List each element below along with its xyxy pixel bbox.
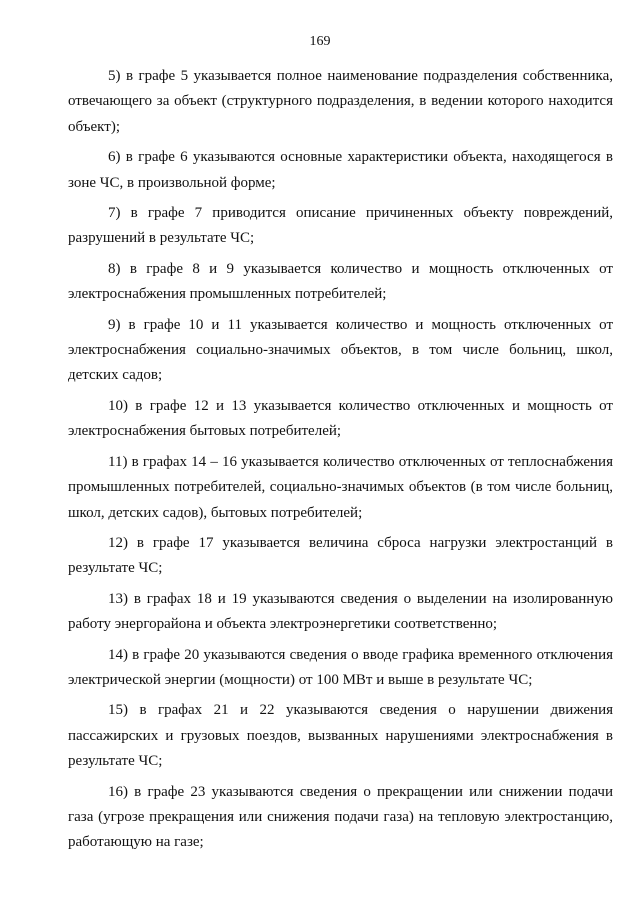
paragraph-item-15: 15) в графах 21 и 22 указываются сведения о нарушении движения пассажирских и грузовых поездов, вызванных нарушениями электроснабжения в результате ЧС; [68,702,613,770]
paragraph-item-11: 11) в графах 14 – 16 указывается количество отключенных от теплоснабжения промышленных потребителей, социально-значимых объектов (в том числе больниц, школ, детских садов), бытовых потребителей; [68,453,613,521]
paragraph-item-12: 12) в графе 17 указывается величина сброса нагрузки электростанций в результате ЧС; [68,534,613,577]
paragraph-item-9: 9) в графе 10 и 11 указывается количество и мощность отключенных от электроснабжения социально-значимых объектов, в том числе больниц, школ, детских садов; [68,316,613,384]
paragraph-item-10: 10) в графе 12 и 13 указывается количество отключенных и мощность от электроснабжения бытовых потребителей; [68,397,613,440]
paragraph-item-5: 5) в графе 5 указывается полное наименование подразделения собственника, отвечающего за объект (структурного подразделения, в ведении которого находится объект); [68,68,613,135]
paragraph-item-6: 6) в графе 6 указываются основные характеристики объекта, находящегося в зоне ЧС, в произвольной форме; [68,149,613,191]
paragraph-item-14: 14) в графе 20 указываются сведения о вводе графика временного отключения электрической энергии (мощности) от 100 МВт и выше в результате ЧС; [68,646,613,688]
paragraph-item-13: 13) в графах 18 и 19 указываются сведения о выделении на изолированную работу энергорайона и объекта электроэнергетики соответственно; [68,590,613,633]
paragraph-item-16: 16) в графе 23 указываются сведения о прекращении или снижении подачи газа (угрозе прекращения или снижения подачи газа) на тепловую электростанцию, работающую на газе; [68,783,613,851]
page-number: 169 [309,34,331,49]
document-body [68,64,613,861]
paragraph-item-7: 7) в графе 7 приводится описание причиненных объекту повреждений, разрушений в результате ЧС; [68,205,613,247]
paragraph-item-8: 8) в графе 8 и 9 указывается количество и мощность отключенных от электроснабжения промышленных потребителей; [68,260,613,303]
